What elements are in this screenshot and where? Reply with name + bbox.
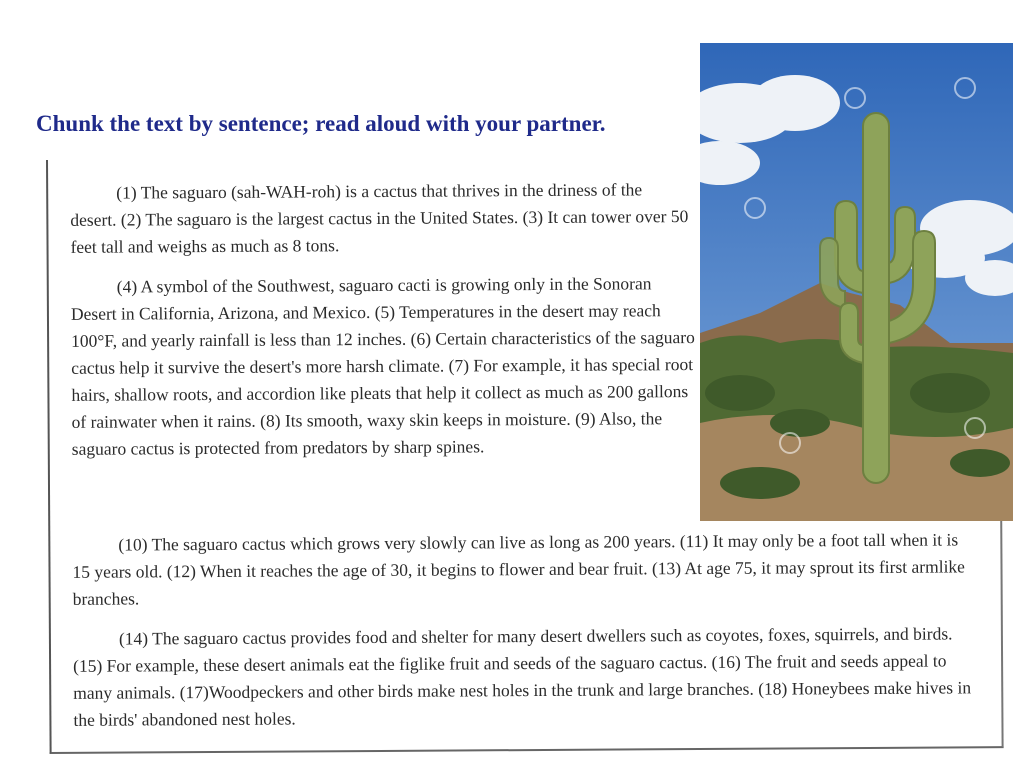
paragraph-4: (14) The saguaro cactus provides food and shelter for many desert dwellers such as coyotes, foxes, squirrels, and birds. (15) For example, these desert animals eat the figlike fruit and seeds of the saguaro cactus. (16) The fruit and seeds appeal to many animals. (17)Woodpeckers and other birds make nest holes in the trunk and large branches. (18) Honeybees make hives in the birds' abandoned nest holes. <box>73 623 972 730</box>
paragraph-2: (4) A symbol of the Southwest, saguaro cacti is growing only in the Sonoran Desert in California, Arizona, and Mexico. (5) Temperatures in the desert may reach 100°F, and yearly rainfall is less than 12 inches. (6) Certain characteristics of the saguaro cactus help it survive the desert's more harsh climate. (7) For example, it has special root hairs, shallow roots, and accordion like pleats that help it collect as much as 200 gallons of rainwater when it rains. (8) Its smooth, waxy skin keeps in moisture. (9) Also, the saguaro cactus is protected from predators by sharp spines. <box>70 273 695 459</box>
paragraph-1: (1) The saguaro (sah-WAH-roh) is a cactus that thrives in the driness of the desert. (2) The saguaro is the largest cactus in the United States. (3) It can tower over 50 feet tall and weighs as much as 8 tons. <box>70 179 689 257</box>
paragraph-3: (10) The saguaro cactus which grows very slowly can live as long as 200 years. (11) It may only be a foot tall when it is 15 years old. (12) When it reaches the age of 30, it begins to flower and bear fruit. (13) At age 75, it may sprout its first armlike branches. <box>72 529 965 609</box>
instruction-heading: Chunk the text by sentence; read aloud with your partner. <box>36 111 606 136</box>
saguaro-photo <box>700 43 1013 521</box>
